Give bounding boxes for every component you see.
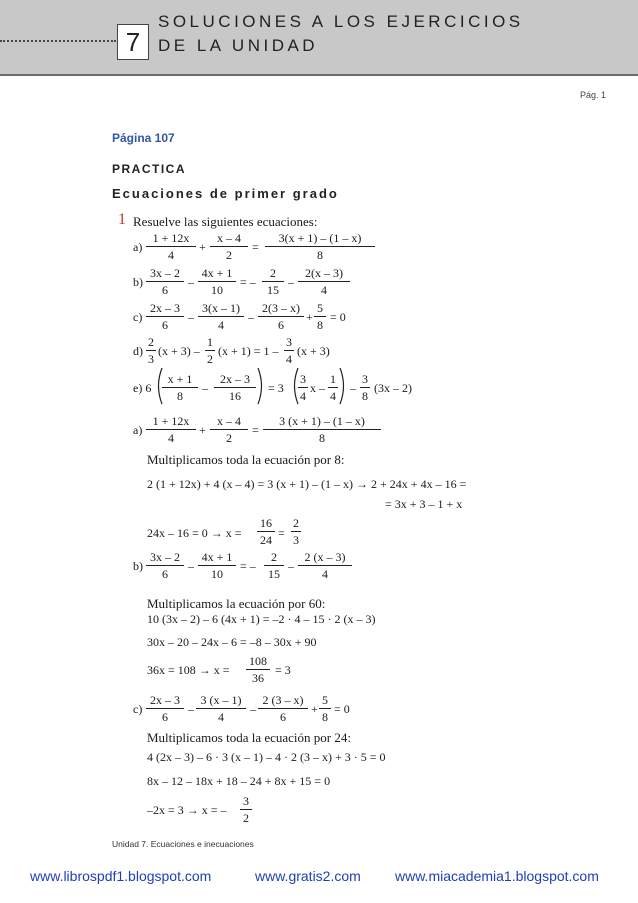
fraction: $\frac{3}{2}$ (240, 795, 252, 825)
operator: + (306, 310, 313, 324)
page-number: Pág. 1 (580, 90, 607, 100)
expression: (x + 3) – (158, 344, 200, 358)
solution-note: Multiplicamos toda la ecuación por 8: (147, 452, 345, 467)
label-d: d) (133, 344, 143, 358)
label-e: e) 6 (133, 381, 152, 395)
operator: – (188, 702, 194, 716)
fraction: $\frac{2x - 3}{16}$ (214, 373, 256, 403)
fraction: $\frac{1 + 12x}{4}$ (146, 232, 196, 262)
solution-step: 10 (3x – 2) – 6 (4x + 1) = –2 · 4 – 15 · 2 (x – 3) (147, 612, 376, 626)
fraction: $\frac{16}{24}$ (257, 517, 275, 547)
operator: – (202, 381, 208, 395)
footer-link-miacademia1[interactable]: www.miacademia1.blogspot.com (395, 868, 599, 884)
page-reference: Página 107 (112, 131, 175, 145)
solution-note: Multiplicamos la ecuación por 60: (147, 596, 326, 611)
label-b: b) (133, 275, 143, 289)
operator: = (252, 240, 259, 254)
fraction: $\frac{2 (x - 3)}{4}$ (298, 551, 352, 581)
operator: – (288, 275, 294, 289)
header-title-line1: SOLUCIONES A LOS EJERCICIOS (158, 12, 524, 31)
operator: = – (240, 275, 256, 289)
fraction: $\frac{5}{8}$ (314, 302, 326, 332)
equation-tail: = 0 (334, 702, 350, 716)
operator: – (288, 559, 294, 573)
solution-result: = 3 (275, 663, 291, 677)
fraction: $\frac{2x - 3}{6}$ (146, 302, 184, 332)
fraction: $\frac{3(x + 1) - (1 - x)}{8}$ (265, 232, 375, 262)
fraction: $\frac{2 (3 - x)}{6}$ (258, 694, 308, 724)
expression: (x + 3) (297, 344, 330, 358)
footer-link-gratis2[interactable]: www.gratis2.com (255, 868, 361, 884)
fraction: $\frac{108}{36}$ (246, 655, 270, 685)
operator: = (252, 423, 259, 437)
solution-step: 36x = 108 → x = (147, 663, 230, 677)
operator: – (188, 310, 194, 324)
unit-number: 7 (125, 27, 141, 57)
fraction: $\frac{2}{3}$ (293, 516, 299, 547)
expression: x – (310, 381, 325, 395)
fraction: $\frac{2(x - 3)}{4}$ (298, 267, 350, 297)
fraction: $\frac{1}{2}$ (207, 335, 213, 366)
operator: + (199, 240, 206, 254)
solution-step: 24x – 16 = 0 → x = (147, 526, 242, 540)
operator: + (199, 423, 206, 437)
label-a: a) (133, 240, 143, 254)
label-a: a) (133, 423, 143, 437)
expression: = 3 (268, 381, 284, 395)
fraction: $\frac{x + 1}{8}$ (162, 373, 198, 403)
equation-tail: = 0 (330, 310, 346, 324)
operator: + (311, 702, 318, 716)
page-footer: Unidad 7. Ecuaciones e inecuaciones (112, 839, 254, 849)
solution-step: –2x = 3 → x = – (147, 803, 227, 817)
label-c: c) (133, 310, 143, 324)
fraction: $\frac{3}{8}$ (362, 372, 368, 403)
expression: (x + 1) = 1 – (218, 344, 279, 358)
label-c: c) (133, 702, 143, 716)
operator: – (188, 275, 194, 289)
fraction: $\frac{3 (x + 1) - (1 - x)}{8}$ (263, 415, 381, 445)
fraction: $\frac{2x - 3}{6}$ (146, 694, 184, 724)
fraction: $\frac{3}{4}$ (300, 372, 306, 403)
fraction: $\frac{2}{3}$ (148, 335, 154, 366)
subsection-title: Ecuaciones de primer grado (112, 186, 339, 201)
fraction: $\frac{3x - 2}{6}$ (146, 551, 184, 581)
fraction: $\frac{1 + 12x}{4}$ (146, 415, 196, 445)
solution-note: Multiplicamos toda la ecuación por 24: (147, 730, 351, 745)
fraction: $\frac{4x + 1}{10}$ (198, 267, 236, 297)
header-dotted-rule (0, 40, 116, 42)
fraction: $\frac{1}{4}$ (330, 372, 336, 403)
right-paren (338, 366, 348, 406)
section-title: PRACTICA (112, 162, 186, 176)
operator: – (350, 381, 356, 395)
fraction: $\frac{4x + 1}{10}$ (198, 551, 236, 581)
fraction: $\frac{2}{15}$ (264, 551, 284, 581)
expression: (3x – 2) (374, 381, 412, 395)
solution-step: = 3x + 3 – 1 + x (385, 497, 463, 511)
fraction: $\frac{2}{15}$ (262, 267, 284, 297)
fraction: $\frac{5}{8}$ (319, 694, 331, 724)
exercise-statement: Resuelve las siguientes ecuaciones: (133, 214, 318, 229)
fraction: $\frac{3(x - 1)}{4}$ (198, 302, 244, 332)
solution-step: 2 (1 + 12x) + 4 (x – 4) = 3 (x + 1) – (1 – x) → 2 + 24x + 4x – 16 = (147, 477, 467, 491)
label-b: b) (133, 559, 143, 573)
fraction: $\frac{2(3 - x)}{6}$ (258, 302, 304, 332)
operator: – (250, 702, 256, 716)
fraction: $\frac{x - 4}{2}$ (210, 232, 248, 262)
fraction: $\frac{3x - 2}{6}$ (146, 267, 184, 297)
operator: = – (240, 559, 256, 573)
header-title-line2: DE LA UNIDAD (158, 36, 319, 55)
operator: – (248, 310, 254, 324)
solution-step: 8x – 12 – 18x + 18 – 24 + 8x + 15 = 0 (147, 774, 331, 788)
solution-step: 30x – 20 – 24x – 6 = –8 – 30x + 90 (147, 635, 317, 649)
exercise-number: 1 (118, 211, 126, 228)
fraction: $\frac{3}{4}$ (286, 335, 292, 366)
footer-link-librospdf1[interactable]: www.librospdf1.blogspot.com (30, 868, 212, 884)
solution-step: 4 (2x – 3) – 6 · 3 (x – 1) – 4 · 2 (3 – x) + 3 · 5 = 0 (147, 750, 386, 764)
fraction: $\frac{x - 4}{2}$ (210, 415, 248, 445)
fraction: $\frac{3 (x - 1)}{4}$ (196, 694, 246, 724)
operator: = (278, 526, 285, 540)
operator: – (188, 559, 194, 573)
right-paren (256, 366, 266, 406)
